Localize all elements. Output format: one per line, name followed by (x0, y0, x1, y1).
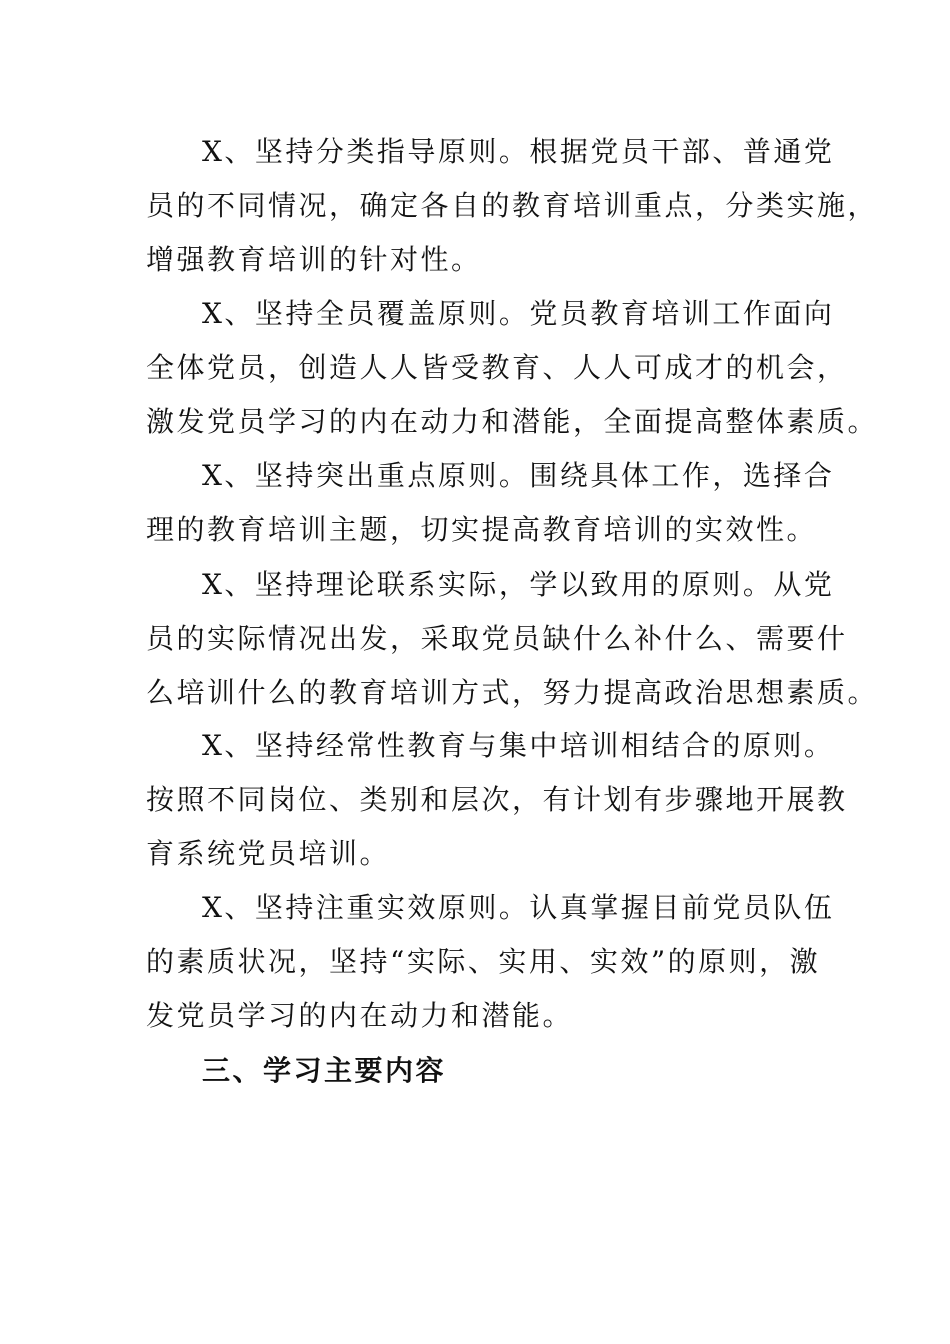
principle-paragraph-1 (146, 125, 879, 287)
paragraph-line: X、坚持经常性教育与集中培训相结合的原则。 (202, 729, 835, 762)
paragraph-line: 员的实际情况出发，采取党员缺什么补什么、需要什 (146, 622, 848, 655)
paragraph-line: 激发党员学习的内在动力和潜能，全面提高整体素质。 (146, 405, 879, 438)
paragraph-line: 发党员学习的内在动力和潜能。 (146, 999, 574, 1032)
principle-paragraph-5 (146, 719, 848, 881)
paragraph-line: 么培训什么的教育培训方式，努力提高政治思想素质。 (146, 676, 879, 709)
paragraph-line: 增强教育培训的针对性。 (146, 243, 482, 276)
principle-paragraph-3 (146, 449, 836, 557)
section-heading: 三、学习主要内容 (202, 1054, 447, 1087)
principle-paragraph-6 (146, 881, 836, 1043)
paragraph-line: X、坚持注重实效原则。认真掌握目前党员队伍 (202, 891, 835, 924)
paragraph-line: X、坚持全员覆盖原则。党员教育培训工作面向 (202, 297, 835, 330)
paragraph-line: X、坚持分类指导原则。根据党员干部、普通党 (202, 135, 835, 168)
paragraph-line: 员的不同情况，确定各自的教育培训重点，分类实施， (146, 189, 879, 222)
paragraph-line: 的素质状况，坚持“实际、实用、实效”的原则，激 (146, 945, 821, 978)
principle-paragraph-2 (146, 287, 879, 449)
paragraph-line: 育系统党员培训。 (146, 837, 391, 870)
principle-paragraph-4 (146, 558, 879, 720)
paragraph-line: 按照不同岗位、类别和层次，有计划有步骤地开展教 (146, 783, 848, 816)
paragraph-line: 全体党员，创造人人皆受教育、人人可成才的机会， (146, 351, 848, 384)
paragraph-line: X、坚持突出重点原则。围绕具体工作，选择合 (202, 459, 835, 492)
paragraph-line: X、坚持理论联系实际，学以致用的原则。从党 (202, 568, 835, 601)
paragraph-line: 理的教育培训主题，切实提高教育培训的实效性。 (146, 513, 818, 546)
